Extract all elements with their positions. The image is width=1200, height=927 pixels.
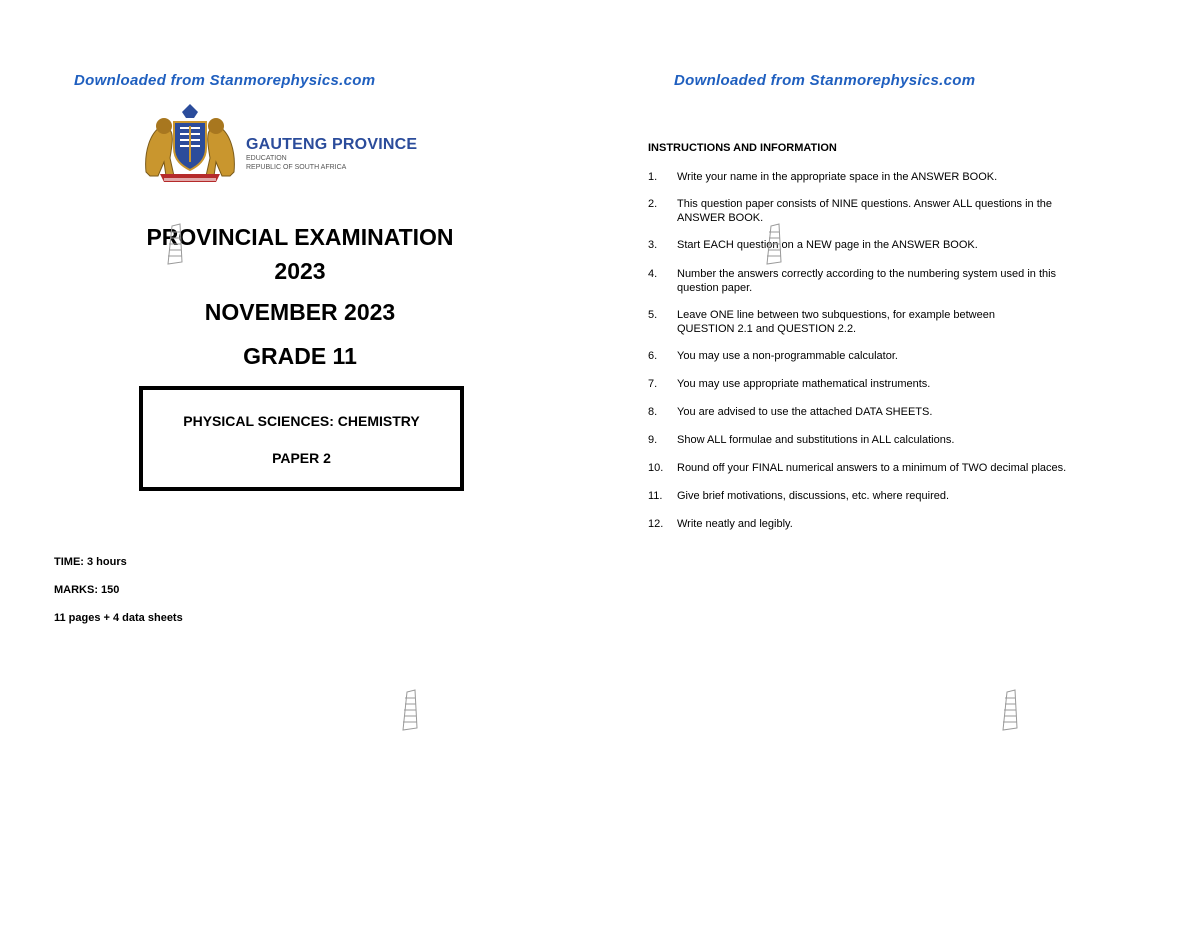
exam-month: NOVEMBER 2023 [204,299,396,325]
logo-subtitle-country: REPUBLIC OF SOUTH AFRICA [246,164,347,171]
tower-watermark-icon [762,222,784,266]
list-item: 8. You are advised to use the attached DATA SHEETS. [648,406,933,418]
exam-title-line1: PROVINCIAL EXAMINATION [146,224,454,250]
list-item: 1. Write your name in the appropriate space in the ANSWER BOOK. [648,171,998,183]
list-item: 2. This question paper consists of NINE questions. Answer ALL questions in the ANSWER BOOK. [648,198,1053,224]
exam-time: TIME: 3 hours [54,556,127,568]
subject-box [139,386,464,491]
paper-number: PAPER 2 [272,450,331,466]
logo-subtitle-education: EDUCATION [246,155,287,162]
list-item: 11. Give brief motivations, discussions, etc. where required. [648,490,950,502]
source-link[interactable]: Downloaded from Stanmorephysics.com [74,72,376,89]
instructions-page [600,0,1200,927]
exam-grade: GRADE 11 [243,343,357,369]
gauteng-logo [140,102,430,188]
page-count: 11 pages + 4 data sheets [54,612,183,624]
list-item: 4. Number the answers correctly according to the numbering system used in this question paper. [648,268,1057,294]
subject-title: PHYSICAL SCIENCES: CHEMISTRY [183,413,420,429]
tower-watermark-icon [163,222,185,266]
exam-title [0,220,600,288]
list-item: 3. Start EACH question on a NEW page in the ANSWER BOOK. [648,239,978,251]
logo-title: GAUTENG PROVINCE [246,136,418,153]
exam-marks: MARKS: 150 [54,584,120,596]
list-item: 12. Write neatly and legibly. [648,518,793,530]
exam-title-year: 2023 [274,258,326,284]
tower-watermark-icon [398,688,420,732]
list-item: 6. You may use a non-programmable calculator. [648,350,898,362]
tower-watermark-icon [998,688,1020,732]
list-item: 5. Leave ONE line between two subquestions, for example between QUESTION 2.1 and QUESTION 2.2. [648,309,995,335]
source-link[interactable]: Downloaded from Stanmorephysics.com [674,72,976,89]
list-item: 10. Round off your FINAL numerical answers to a minimum of TWO decimal places. [648,462,1067,474]
list-item: 9. Show ALL formulae and substitutions in ALL calculations. [648,434,955,446]
coat-of-arms-icon [140,102,240,188]
instructions-title: INSTRUCTIONS AND INFORMATION [648,142,837,154]
logo-text [246,136,417,172]
list-item: 7. You may use appropriate mathematical instruments. [648,378,931,390]
